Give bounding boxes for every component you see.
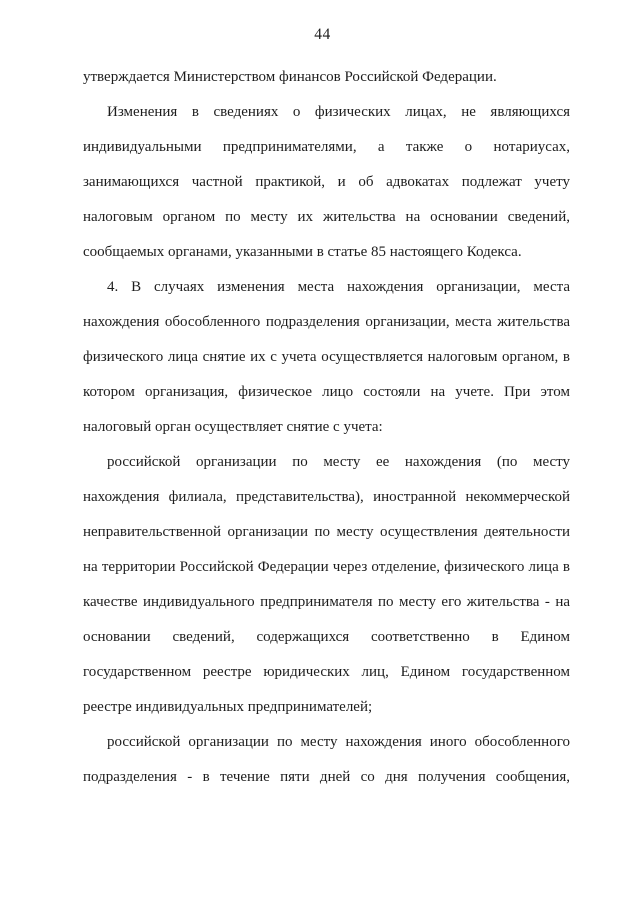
text-line: качестве индивидуального предпринимателя по месту его жительства - на — [83, 594, 570, 610]
document-text-block — [83, 60, 570, 795]
text-line: сообщаемых органами, указанными в статье 85 настоящего Кодекса. — [83, 244, 522, 260]
text-line: Изменения в сведениях о физических лицах, не являющихся — [107, 104, 570, 120]
text-line: нахождения обособленного подразделения организации, места жительства — [83, 314, 570, 330]
text-line: котором организация, физическое лицо состояли на учете. При этом — [83, 384, 570, 400]
text-line: основании сведений, содержащихся соответственно в Едином — [83, 629, 570, 645]
text-line: на территории Российской Федерации через отделение, физического лица в — [83, 559, 570, 575]
text-line: индивидуальными предпринимателями, а также о нотариусах, — [83, 139, 570, 155]
text-line: занимающихся частной практикой, и об адвокатах подлежат учету — [83, 174, 570, 190]
text-line: реестре индивидуальных предпринимателей; — [83, 699, 373, 715]
text-line: российской организации по месту нахождения иного обособленного — [107, 734, 570, 750]
text-line: налоговый орган осуществляет снятие с учета: — [83, 419, 383, 435]
text-line: 4. В случаях изменения места нахождения организации, места — [107, 279, 570, 295]
text-line: российской организации по месту ее нахождения (по месту — [107, 454, 570, 470]
text-line: налоговым органом по месту их жительства на основании сведений, — [83, 209, 570, 225]
text-line: нахождения филиала, представительства), иностранной некоммерческой — [83, 489, 570, 505]
text-line: государственном реестре юридических лиц, Едином государственном — [83, 664, 570, 680]
text-line: неправительственной организации по месту осуществления деятельности — [83, 524, 570, 540]
page-number: 44 — [314, 26, 331, 43]
text-line: физического лица снятие их с учета осуществляется налоговым органом, в — [83, 349, 570, 365]
text-line: утверждается Министерством финансов Российской Федерации. — [83, 69, 497, 85]
text-line: подразделения - в течение пяти дней со дня получения сообщения, — [83, 769, 570, 785]
